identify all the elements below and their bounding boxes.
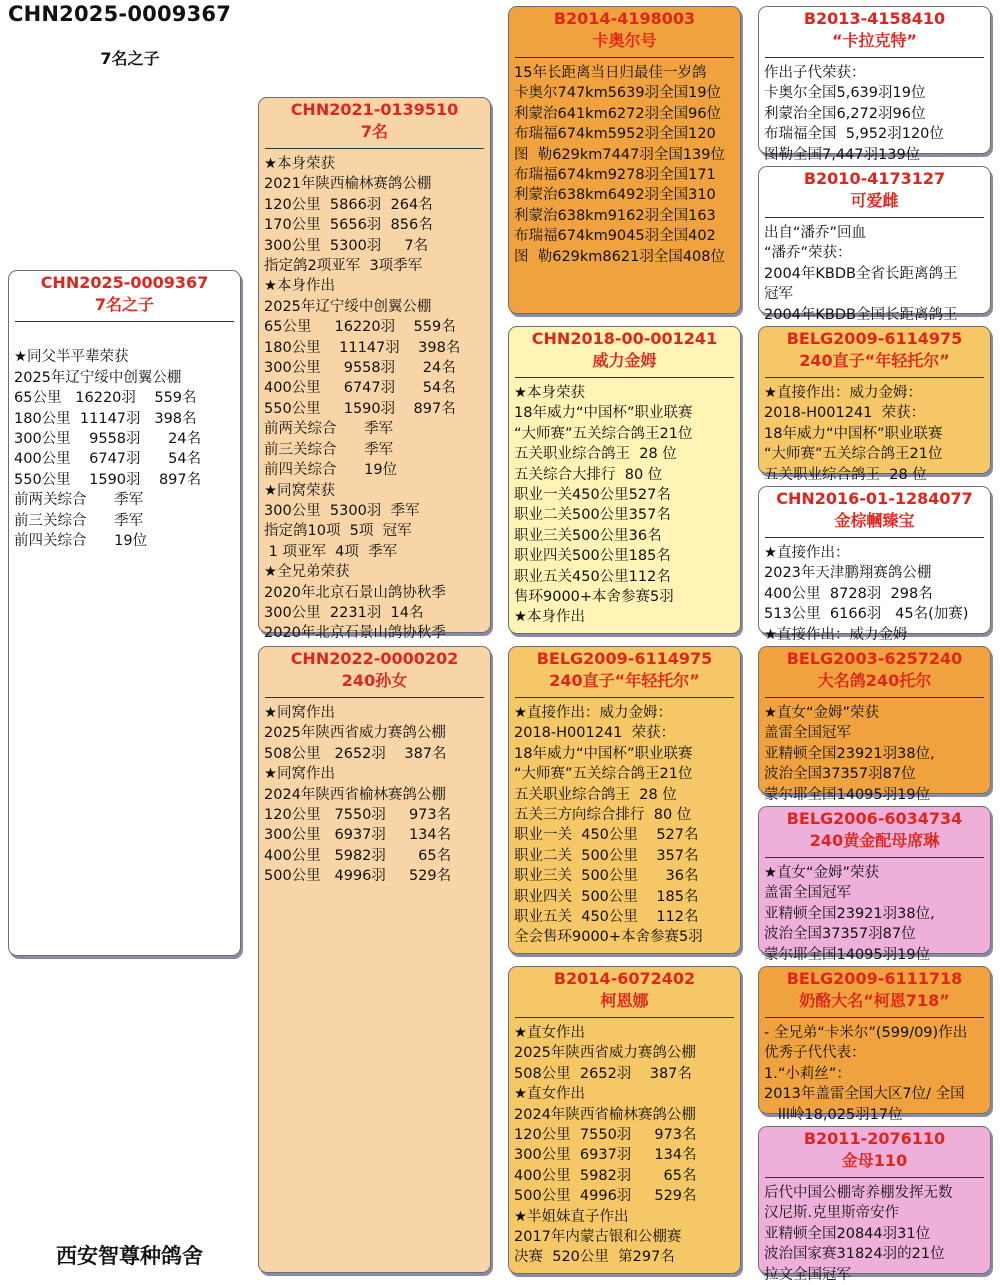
achievement-list	[259, 703, 490, 887]
achievement-list	[9, 327, 240, 551]
card-divider	[515, 1017, 734, 1018]
achievement-line: 前四关综合 19位	[14, 533, 148, 550]
pedigree-card-ssd	[758, 166, 991, 323]
achievement-line: 120公里 7550羽 973名	[264, 807, 452, 824]
achievement-list	[759, 1023, 990, 1125]
achievement-line: 利蒙治641km6272羽全国96位	[514, 105, 722, 122]
achievement-line: 2004年KBDB全省长距离鸽王	[764, 265, 958, 282]
page-title: CHN2025-0009367	[8, 2, 232, 26]
achievement-line: 亚精顿全国20844羽31位	[764, 1225, 931, 1242]
achievement-list	[509, 63, 740, 267]
ring-number: CHN2018-00-001241	[531, 329, 718, 348]
card-divider	[515, 57, 734, 58]
achievement-line: 180公里 11147羽 398名	[264, 339, 461, 356]
ring-number: B2011-2076110	[803, 1129, 946, 1148]
pedigree-card-dam-sire	[508, 646, 741, 954]
ring-number: CHN2025-0009367	[40, 273, 209, 292]
achievement-line: 513公里 6166羽 45名(加赛)	[764, 606, 969, 623]
ring-number: B2014-6072402	[553, 969, 696, 988]
card-divider	[765, 537, 984, 538]
ring-number: CHN2022-0000202	[290, 649, 459, 668]
achievement-line: 五关综合大排行 80 位	[514, 466, 663, 483]
achievement-line: 300公里 5300羽 季军	[264, 502, 420, 519]
card-divider	[265, 697, 484, 698]
achievement-line: ★本身作出	[514, 609, 585, 626]
achievement-line: 300公里 9558羽 24名	[264, 360, 456, 377]
achievement-line: 170公里 5656羽 856名	[264, 217, 433, 234]
achievement-line: 1.“小莉丝”：	[764, 1065, 851, 1082]
achievement-line: ★直接作出：	[764, 545, 850, 561]
achievement-line: 盖雷全国冠军	[764, 725, 851, 742]
achievement-line: 2025年陕西省威力赛鸽公棚	[264, 725, 446, 742]
achievement-line: 2004年KBDB全国长距离鸽王	[764, 306, 958, 323]
ring-number: B2013-4158410	[803, 9, 946, 28]
achievement-line: 拉文全国冠军	[764, 1266, 851, 1283]
pedigree-card-sds	[758, 326, 991, 483]
ring-number: BELG2009-6114975	[786, 329, 963, 348]
ring-number: BELG2009-6114975	[536, 649, 713, 668]
page-subtitle: 7名之子	[100, 49, 160, 68]
ring-number: B2014-4198003	[553, 9, 696, 28]
achievement-line: 蒙尔耶全国14095羽19位	[764, 946, 931, 963]
achievement-line: 汉尼斯.克里斯帝安作	[764, 1205, 900, 1222]
card-divider	[765, 217, 984, 218]
achievement-line: ★同窝荣获	[264, 482, 335, 499]
card-divider	[765, 857, 984, 858]
pigeon-name: 7名之子	[94, 295, 155, 314]
achievement-line: 500公里 4996羽 529名	[514, 1188, 697, 1205]
pigeon-name: 柯恩娜	[600, 991, 649, 1010]
achievement-line: 2023年天津鹏翔赛鸽公棚	[764, 565, 932, 582]
achievement-line: “潘乔”荣获：	[764, 245, 852, 262]
achievement-line: 职业五关450公里112名	[514, 568, 671, 585]
achievement-line: 前三关综合 季军	[14, 512, 144, 529]
pedigree-card-dds	[758, 966, 991, 1123]
ring-number: B2010-4173127	[803, 169, 946, 188]
achievement-line: 550公里 1590羽 897名	[14, 471, 202, 488]
achievement-line: 1 项亚军 4项 季军	[264, 543, 398, 560]
achievement-line: 蒙尔耶全国14095羽19位	[764, 786, 931, 803]
ring-number: CHN2021-0139510	[290, 100, 459, 119]
pedigree-card-subject	[8, 270, 241, 956]
achievement-line: 指定鸽2项亚军 3项季军	[264, 258, 423, 275]
achievement-line: 2024年陕西省榆林赛鸽公棚	[264, 786, 446, 803]
achievement-line: 2021年陕西榆林赛鸽公棚	[264, 176, 432, 193]
achievement-line: ★直接作出：威力金姆：	[514, 705, 672, 721]
achievement-line: 五关职业综合鸽王 28 位	[514, 786, 677, 803]
achievement-line: 15年长距离当日归最佳一岁鸽	[514, 65, 707, 81]
achievement-line: ★本身荣获	[264, 156, 335, 172]
card-divider	[765, 57, 984, 58]
achievement-line: ★半姐妹直子作出	[514, 1208, 629, 1225]
card-divider	[765, 377, 984, 378]
achievement-line: 出自“潘乔”回血	[764, 225, 867, 241]
achievement-line: ★全兄弟荣获	[264, 564, 350, 581]
achievement-line: 利蒙治638km6492羽全国310	[514, 187, 716, 204]
achievement-line: 65公里 16220羽 559名	[14, 390, 197, 407]
achievement-line: 职业二关 500公里 357名	[514, 847, 699, 864]
pigeon-name: 金母110	[841, 1151, 908, 1170]
pigeon-name: 卡奥尔号	[592, 31, 657, 50]
achievement-line: 2020年北京石景山鸽协秋季	[264, 625, 446, 642]
achievement-line: 盖雷全国冠军	[764, 885, 851, 902]
achievement-line: 2024年陕西省榆林赛鸽公棚	[514, 1106, 696, 1123]
achievement-line: 卡奥尔747km5639羽全国19位	[514, 85, 722, 102]
achievement-line: 300公里 2231羽 14名	[264, 604, 424, 621]
achievement-line: 波治全国37357羽87位	[764, 926, 916, 943]
achievement-line: 图 勒629km7447羽全国139位	[514, 146, 725, 163]
achievement-line: “大师赛”五关综合鸽王21位	[514, 766, 693, 783]
achievement-line: 前两关综合 季军	[264, 421, 394, 438]
achievement-line: 300公里 5300羽 7名	[264, 237, 429, 254]
pigeon-name: 大名鸽240托尔	[817, 671, 932, 690]
achievement-line: ★直女“金姆”荣获	[764, 705, 880, 721]
achievement-line: 图 勒629km8621羽全国408位	[514, 248, 725, 265]
card-divider	[265, 148, 484, 149]
achievement-line: 18年威力“中国杯”职业联赛	[514, 745, 693, 762]
achievement-line: 500公里 4996羽 529名	[264, 868, 452, 885]
achievement-line: 布瑞福674km9045羽全国402	[514, 228, 716, 245]
achievement-line: “大师赛”五关综合鸽王21位	[764, 446, 943, 463]
loft-name: 西安智尊种鸽舍	[56, 1244, 203, 1268]
achievement-line: 300公里 9558羽 24名	[14, 431, 202, 448]
achievement-line: 400公里 6747羽 54名	[264, 380, 456, 397]
achievement-line: 职业四关500公里185名	[514, 548, 671, 565]
achievement-line: ★直女“金姆”荣获	[764, 865, 880, 881]
achievement-line: 售环9000+本舍参赛5羽	[514, 589, 674, 606]
achievement-line: 2020年北京石景山鸽协秋季	[264, 584, 446, 601]
achievement-line: 职业二关500公里357名	[514, 507, 671, 524]
achievement-line: 全会售环9000+本舍参赛5羽	[514, 929, 703, 946]
achievement-list	[259, 154, 490, 644]
achievement-line: 波治国家赛31824羽的21位	[764, 1246, 945, 1263]
achievement-line: 五关职业综合鸽王 28 位	[514, 446, 677, 463]
achievement-line: ★本身作出	[264, 278, 335, 295]
achievement-line: 18年威力“中国杯”职业联赛	[514, 405, 693, 422]
pedigree-card-dam	[258, 646, 491, 1273]
achievement-line: 布瑞福674km9278羽全国171	[514, 167, 716, 184]
achievement-line: 亚精顿全国23921羽38位,	[764, 745, 935, 762]
achievement-list	[509, 703, 740, 948]
achievement-line: 120公里 5866羽 264名	[264, 196, 433, 213]
achievement-line: - 全兄弟“卡米尔”(599/09)作出	[764, 1025, 968, 1041]
achievement-line: 300公里 6937羽 134名	[514, 1147, 697, 1164]
achievement-line: 300公里 6937羽 134名	[264, 827, 452, 844]
achievement-list	[759, 703, 990, 805]
achievement-line: 2025年辽宁绥中创翼公棚	[264, 298, 432, 315]
ring-number: BELG2006-6034734	[786, 809, 963, 828]
achievement-line: 利蒙治638km9162羽全国163	[514, 207, 716, 224]
achievement-list	[759, 1183, 990, 1285]
card-divider	[515, 697, 734, 698]
achievement-line: 波治全国37357羽87位	[764, 766, 916, 783]
achievement-line: 400公里 8728羽 298名	[764, 585, 933, 602]
achievement-line: 职业一关 450公里 527名	[514, 827, 699, 844]
achievement-line: 五关职业综合鸽王 28 位	[764, 466, 927, 483]
achievement-line: 决赛 520公里 第297名	[514, 1249, 675, 1266]
achievement-list	[759, 383, 990, 485]
card-divider	[515, 377, 734, 378]
achievement-line	[14, 327, 236, 347]
achievement-list	[509, 1023, 740, 1268]
achievement-line: 2025年辽宁绥中创翼公棚	[14, 369, 182, 386]
pigeon-name: 240直子“年轻托尔”	[799, 351, 950, 370]
ring-number: BELG2003-6257240	[786, 649, 963, 668]
pedigree-card-sire-sire	[508, 6, 741, 314]
achievement-line: 利蒙治全国6,272羽96位	[764, 105, 926, 122]
achievement-line: 卡奥尔全国5,639羽19位	[764, 85, 926, 102]
pigeon-name: 金棕幗臻宝	[834, 511, 915, 530]
achievement-list	[759, 223, 990, 325]
pedigree-card-sire-dam	[508, 326, 741, 634]
achievement-line: 2013年盖雷全国大区7位/ 全国	[764, 1086, 965, 1103]
achievement-line: 优秀子代代表：	[764, 1045, 866, 1062]
achievement-line: 18年威力“中国杯”职业联赛	[764, 425, 943, 442]
achievement-line: 180公里 11147羽 398名	[14, 410, 197, 427]
achievement-line: ★直女作出	[514, 1025, 585, 1041]
achievement-line: 后代中国公棚寄养棚发挥无数	[764, 1185, 953, 1201]
achievement-line: 职业一关450公里527名	[514, 487, 671, 504]
achievement-line: 2018-H001241 荣获：	[764, 405, 926, 422]
achievement-line: 冠军	[764, 286, 793, 303]
achievement-line: ★本身荣获	[514, 385, 585, 401]
achievement-line: 前两关综合 季军	[14, 492, 144, 509]
achievement-line: 65公里 16220羽 559名	[264, 319, 456, 336]
achievement-list	[759, 543, 990, 645]
pigeon-name: “卡拉克特”	[831, 31, 918, 50]
achievement-line: ★直接作出：威力金姆：	[764, 385, 922, 401]
pedigree-card-sire	[258, 97, 491, 642]
achievement-line: 2017年内蒙古银和公棚赛	[514, 1229, 682, 1246]
pedigree-card-dam-dam	[508, 966, 741, 1274]
achievement-line: 400公里 5982羽 65名	[514, 1167, 697, 1184]
pigeon-name: 可爱雌	[850, 191, 899, 210]
achievement-line: 布瑞福674km5952羽全国120	[514, 126, 716, 143]
achievement-line: ★同父半平辈荣获	[14, 349, 129, 366]
achievement-line: ★同窝作出	[264, 705, 335, 721]
pedigree-card-ddd	[758, 1126, 991, 1283]
achievement-line: ★同窝作出	[264, 766, 335, 783]
achievement-line: 职业五关 450公里 112名	[514, 909, 699, 926]
achievement-line: 前三关综合 季军	[264, 441, 394, 458]
achievement-line: 400公里 6747羽 54名	[14, 451, 202, 468]
achievement-line: 400公里 5982羽 65名	[264, 847, 452, 864]
ring-number: CHN2016-01-1284077	[776, 489, 973, 508]
card-divider	[15, 321, 234, 322]
pigeon-name: 240直子“年轻托尔”	[549, 671, 700, 690]
achievement-list	[759, 63, 990, 165]
card-divider	[765, 1177, 984, 1178]
achievement-line: 职业三关 500公里 36名	[514, 868, 699, 885]
achievement-line: 作出子代荣获：	[764, 65, 866, 81]
achievement-line: 图勒全国7,447羽139位	[764, 146, 921, 163]
ring-number: BELG2009-6111718	[786, 969, 963, 988]
pedigree-card-dss	[758, 646, 991, 803]
card-divider	[765, 1017, 984, 1018]
achievement-line: 前四关综合 19位	[264, 462, 398, 479]
achievement-list	[509, 383, 740, 628]
pigeon-name: 7名	[360, 122, 389, 141]
achievement-line: 550公里 1590羽 897名	[264, 400, 456, 417]
pigeon-name: 240黄金配母席琳	[809, 831, 940, 850]
pedigree-card-dsd	[758, 806, 991, 963]
achievement-line: lll岭18,025羽17位	[764, 1106, 903, 1123]
pigeon-name: 威力金姆	[592, 351, 657, 370]
achievement-line: 布瑞福全国 5,952羽120位	[764, 126, 944, 143]
achievement-line: 120公里 7550羽 973名	[514, 1127, 697, 1144]
pigeon-name: 奶酪大名“柯恩718”	[799, 991, 950, 1010]
achievement-line: 亚精顿全国23921羽38位,	[764, 905, 935, 922]
achievement-line: 2025年陕西省威力赛鸽公棚	[514, 1045, 696, 1062]
achievement-list	[759, 863, 990, 965]
achievement-line: 职业三关500公里36名	[514, 527, 662, 544]
achievement-line: 2018-H001241 荣获：	[514, 725, 676, 742]
achievement-line: “大师赛”五关综合鸽王21位	[514, 425, 693, 442]
achievement-line: 508公里 2652羽 387名	[264, 745, 447, 762]
card-divider	[765, 697, 984, 698]
achievement-line: ★直女作出	[514, 1086, 585, 1103]
achievement-line: 指定鸽10项 5项 冠军	[264, 523, 412, 540]
pedigree-card-sdd	[758, 486, 991, 643]
pedigree-card-sss	[758, 6, 991, 163]
pigeon-name: 240孙女	[341, 671, 408, 690]
achievement-line: ★直接作出：威力金姆	[764, 626, 908, 643]
achievement-line: 职业四关 500公里 185名	[514, 888, 699, 905]
achievement-line: 508公里 2652羽 387名	[514, 1065, 692, 1082]
achievement-line: 五关三方向综合排行 80 位	[514, 807, 692, 824]
